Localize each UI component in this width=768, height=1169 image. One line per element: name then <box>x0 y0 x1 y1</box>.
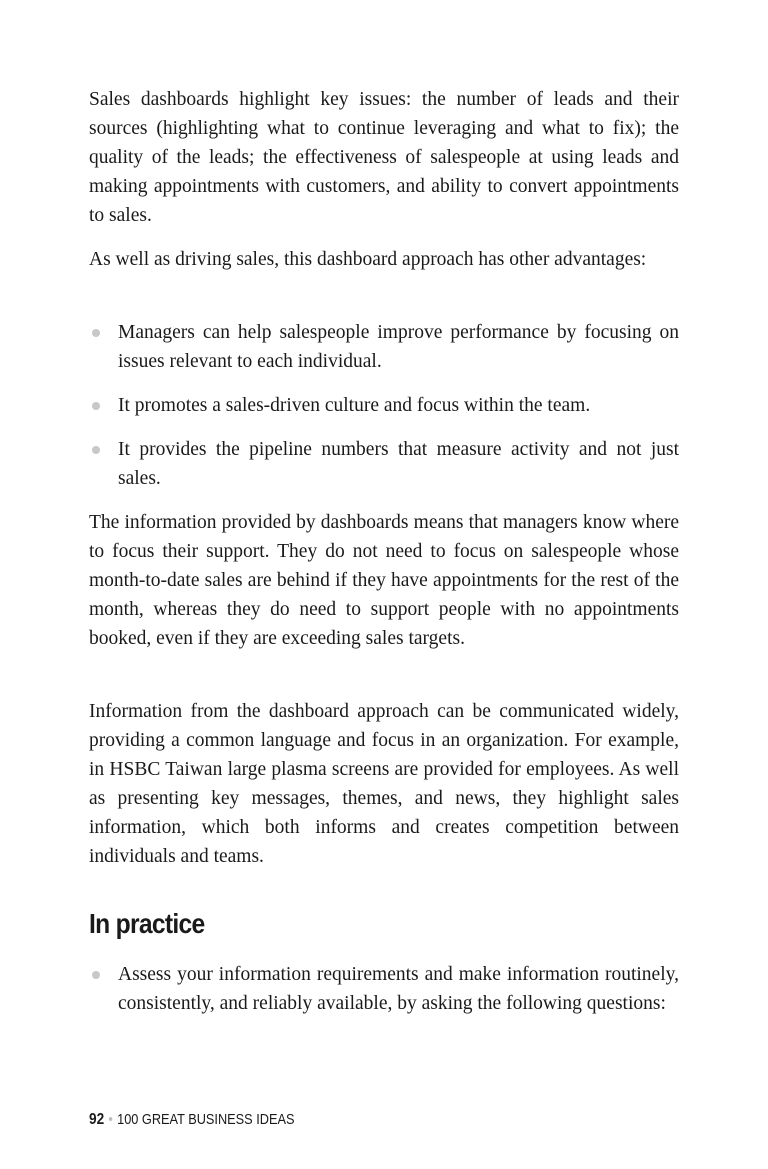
section-heading: In practice <box>89 908 205 939</box>
paragraph-information: The information provided by dashboards means that managers know where to focus their support. They do not need to focus on salespeople whose month-to-date sales are behind if they have appointments for the rest of the month, whereas they do need to support people with no appointments booked, even if they are exceeding sales targets. <box>89 512 679 649</box>
paragraph-advantages-intro: As well as driving sales, this dashboard approach has other advantages: <box>89 249 647 270</box>
bullet-icon <box>92 329 100 337</box>
list-item: It provides the pipeline numbers that measure activity and not just sales. <box>118 439 679 489</box>
bullet-icon <box>92 446 100 454</box>
paragraph-hsbc-example: Information from the dashboard approach can be communicated widely, providing a common language and focus in an organization. For example, in HSBC Taiwan large plasma screens are provided for employees. As well as presenting key messages, themes, and news, they highlight sales information, which both informs and creates competition between individuals and teams. <box>89 701 679 867</box>
book-title: 100 GREAT BUSINESS IDEAS <box>117 1111 295 1128</box>
page-footer <box>89 1111 295 1129</box>
paragraph-sales-dashboards: Sales dashboards highlight key issues: the number of leads and their sources (highlighting what to continue leveraging and what to fix); the quality of the leads; the effectiveness of salespeople at using leads and making appointments with customers, and ability to convert appointments to sales. <box>89 89 679 226</box>
page-number: 92 <box>89 1111 105 1128</box>
list-item: Managers can help salespeople improve performance by focusing on issues relevant to each individual. <box>118 322 679 372</box>
separator-dot: • <box>108 1111 113 1128</box>
bullet-icon <box>92 971 100 979</box>
bullet-icon <box>92 402 100 410</box>
list-item: Assess your information requirements and make information routinely, consistently, and reliably available, by asking the following questions: <box>118 964 679 1014</box>
list-item: It promotes a sales-driven culture and focus within the team. <box>118 395 591 416</box>
